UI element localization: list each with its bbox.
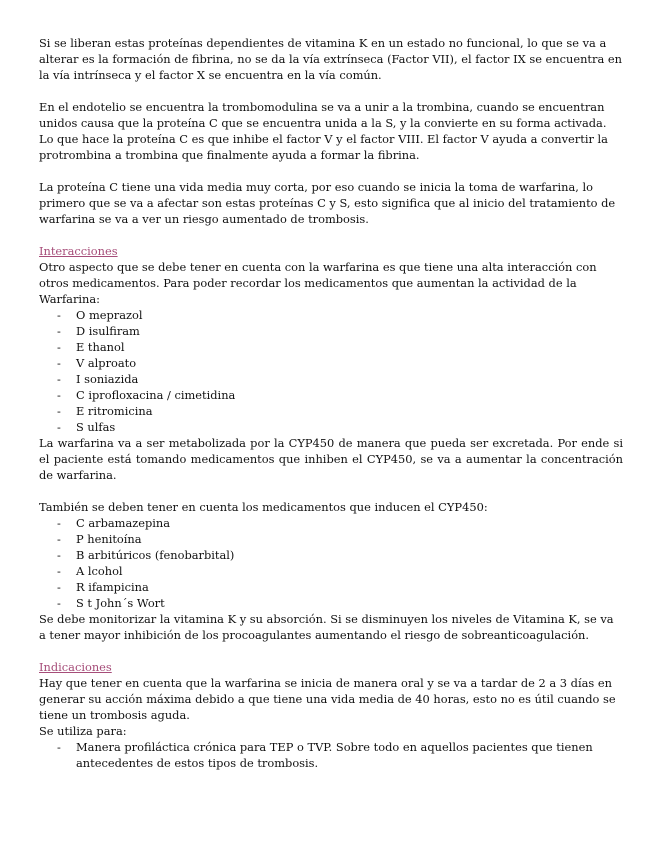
- dash-bullet: -: [57, 532, 61, 546]
- list-item: - S ulfas: [57, 420, 116, 434]
- list-medicamentos-aumentan: [39, 307, 623, 435]
- list-item: - E thanol: [57, 340, 125, 354]
- dash-bullet: -: [57, 404, 61, 418]
- dash-bullet: -: [57, 308, 61, 322]
- list-item: - Manera profiláctica crónica para TEP o TVP. Sobre todo en aquellos pacientes que tienen antecedentes de estos tipos de trombosis.: [57, 740, 593, 770]
- paragraph-monitorizar-vitamina-k: Se debe monitorizar la vitamina K y su absorción. Si se disminuyen los niveles de Vitamina K, se va a tener mayor inhibición de los procoagulantes aumentando el riesgo de sobreanticoagulación.: [39, 612, 614, 642]
- list-item: - B arbitúricos (fenobarbital): [57, 548, 235, 562]
- list-item: - I soniazida: [57, 372, 139, 386]
- dash-bullet: -: [57, 324, 61, 338]
- paragraph-metabolismo-cyp450: La warfarina va a ser metabolizada por la CYP450 de manera que pueda ser excretada. Por ende si el paciente está tomando medicamentos que inhiben el CYP450, se va a aumentar la concentración de warfarina.: [39, 436, 623, 482]
- paragraph-trombomodulina: En el endotelio se encuentra la trombomodulina se va a unir a la trombina, cuando se encuentran unidos causa que la proteína C que se encuentra unida a la S, y la convierte en su forma activada. Lo que hace la proteína C es que inhibe el factor V y el factor VIII. El factor V ayuda a convertir la protrombina a trombina que finalmente ayuda a formar la fibrina.: [39, 100, 608, 162]
- section-heading-indicaciones: Indicaciones: [39, 660, 112, 674]
- list-item: - A lcohol: [57, 564, 123, 578]
- paragraph-se-utiliza-para: Se utiliza para:: [39, 724, 127, 738]
- section-heading-interacciones: Interacciones: [39, 244, 118, 258]
- paragraph-indicaciones: Hay que tener en cuenta que la warfarina se inicia de manera oral y se va a tardar de 2 a 3 días en generar su acción máxima debido a que tiene una vida media de 40 horas, esto no es útil cuando se tiene un trombosis aguda.: [39, 676, 616, 722]
- list-item: - R ifampicina: [57, 580, 149, 594]
- list-inductores-cyp450: [39, 515, 623, 611]
- dash-bullet: -: [57, 340, 61, 354]
- list-usos: [39, 739, 623, 771]
- paragraph-inductores-intro: También se deben tener en cuenta los medicamentos que inducen el CYP450:: [39, 500, 488, 514]
- list-item: - D isulfiram: [57, 324, 140, 338]
- dash-bullet: -: [57, 596, 61, 610]
- list-item: - S t John´s Wort: [57, 596, 165, 610]
- dash-bullet: -: [57, 564, 61, 578]
- dash-bullet: -: [57, 372, 61, 386]
- dash-bullet: -: [57, 548, 61, 562]
- list-item: - P henitoína: [57, 532, 142, 546]
- list-item: - O meprazol: [57, 308, 143, 322]
- list-item: - V alproato: [57, 356, 137, 370]
- dash-bullet: -: [57, 580, 61, 594]
- dash-bullet: -: [57, 740, 61, 754]
- paragraph-interacciones-intro: Otro aspecto que se debe tener en cuenta con la warfarina es que tiene una alta interacción con otros medicamentos. Para poder recordar los medicamentos que aumentan la actividad de la Warfarina:: [39, 260, 597, 306]
- dash-bullet: -: [57, 420, 61, 434]
- list-item: - C iprofloxacina / cimetidina: [57, 388, 236, 402]
- list-item: - E ritromicina: [57, 404, 153, 418]
- dash-bullet: -: [57, 388, 61, 402]
- paragraph-proteina-c: La proteína C tiene una vida media muy corta, por eso cuando se inicia la toma de warfarina, lo primero que se va a afectar son estas proteínas C y S, esto significa que al inicio del tratamiento de warfarina se va a ver un riesgo aumentado de trombosis.: [39, 180, 616, 226]
- list-item: - C arbamazepina: [57, 516, 171, 530]
- dash-bullet: -: [57, 356, 61, 370]
- dash-bullet: -: [57, 516, 61, 530]
- paragraph-vitamina-k-proteinas: Si se liberan estas proteínas dependientes de vitamina K en un estado no funcional, lo que se va a alterar es la formación de fibrina, no se da la vía extrínseca (Factor VII), el factor IX se encuentra en la vía intrínseca y el factor X se encuentra en la vía común.: [39, 36, 622, 82]
